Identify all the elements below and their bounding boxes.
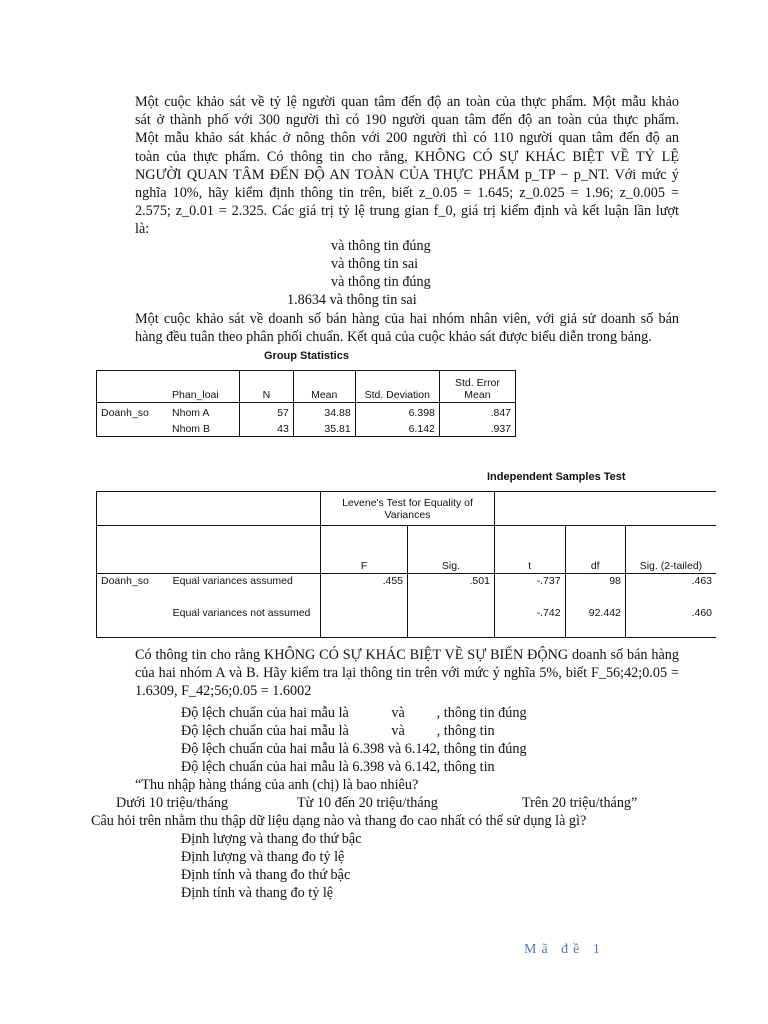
q1-option-d[interactable]: 1.8634 và thông tin sai — [287, 292, 417, 308]
cell-se: .847 — [439, 403, 515, 420]
variable-label: Doanh_so — [97, 574, 169, 606]
header-f: F — [321, 526, 408, 574]
header-std-deviation: Std. Deviation — [355, 371, 439, 403]
q3-choice: Dưới 10 triệu/tháng — [116, 795, 229, 811]
q2-line: Một cuộc khảo sát về doanh số bán hàng của hai nhóm nhân viên, với giả sử doanh số bán — [135, 311, 679, 327]
q1-line: 2.575; z_0.01 = 2.325. Các giá trị tỷ lệ trung gian f_0, giá trị kiểm định và kết luận lần lượt — [135, 203, 679, 220]
cell-t: -.742 — [494, 606, 565, 638]
header-sig: Sig. — [408, 526, 495, 574]
q1-line: Một cuộc khảo sát về tỷ lệ người quan tâm đến độ an toàn của thực phẩm. Một mẫu khảo — [135, 94, 679, 110]
q2-after-line: Có thông tin cho rằng KHÔNG CÓ SỰ KHÁC BIỆT VỀ SỰ BIẾN ĐỘNG doanh số bán hàng — [135, 647, 679, 663]
q1-option-c[interactable]: và thông tin đúng — [331, 274, 431, 290]
cell-f — [321, 606, 408, 638]
header-mean: Mean — [293, 371, 355, 403]
q3-choice: Trên 20 triệu/tháng” — [522, 795, 638, 811]
q3-option-d[interactable]: Định tính và thang đo tỷ lệ — [181, 885, 334, 901]
q3-option-a[interactable]: Định lượng và thang đo thứ bậc — [181, 831, 362, 847]
row-label: Equal variances not assumed — [172, 606, 311, 619]
cell-sd: 6.142 — [355, 420, 439, 437]
cell-sig-2-tailed: .460 — [625, 606, 716, 638]
header-std-error-mean: Std. Error Mean — [439, 371, 515, 403]
independent-samples-clip — [96, 491, 712, 639]
independent-samples-table — [96, 491, 716, 638]
cell-sig-2-tailed: .463 — [625, 574, 716, 606]
q1-line: sát ở thành phố với 300 người thì có 190 người quan tâm đến độ an toàn của thực phẩm. — [135, 112, 679, 129]
q3-quote: “Thu nhập hàng tháng của anh (chị) là bao nhiêu? — [135, 777, 419, 793]
levene-header: Levene's Test for Equality of Variances — [321, 492, 495, 526]
cell-se: .937 — [439, 420, 515, 437]
question-1-text — [135, 93, 679, 239]
header-sig-2-tailed: Sig. (2-tailed) — [625, 526, 716, 574]
cell-df: 98 — [565, 574, 625, 606]
cell-sig: .501 — [408, 574, 495, 606]
cell-sig — [408, 606, 495, 638]
header-n: N — [240, 371, 294, 403]
q2-option-b[interactable]: Độ lệch chuẩn của hai mẫu là và , thông tin — [181, 723, 495, 739]
q1-line: NGƯỜI QUAN TÂM ĐẾN ĐỘ AN TOÀN CỦA THỰC PHẨM p_TP − p_NT. Với mức ý — [135, 166, 679, 183]
q3-option-c[interactable]: Định tính và thang đo thứ bậc — [181, 867, 351, 883]
cell-mean: 35.81 — [293, 420, 355, 437]
question-2-text — [135, 310, 679, 346]
q1-line: là: — [135, 221, 150, 238]
q1-line: toàn của thực phẩm. Có thông tin cho rằng, KHÔNG CÓ SỰ KHÁC BIỆT VỀ TỶ LỆ — [135, 148, 679, 165]
q3-option-b[interactable]: Định lượng và thang đo tỷ lệ — [181, 849, 345, 865]
q2-option-c[interactable]: Độ lệch chuẩn của hai mẫu là 6.398 và 6.142, thông tin đúng — [181, 741, 527, 757]
exam-code-footer: Mã đề 1 — [524, 942, 605, 957]
variable-label: Doanh_so — [97, 403, 169, 420]
group-label: Nhom B — [172, 423, 210, 435]
group-statistics-title: Group Statistics — [264, 350, 349, 362]
cell-f: .455 — [321, 574, 408, 606]
cell-df: 92.442 — [565, 606, 625, 638]
question-2-followup — [135, 646, 679, 701]
header-t: t — [494, 526, 565, 574]
cell-mean: 34.88 — [293, 403, 355, 420]
q1-option-b[interactable]: và thông tin sai — [331, 256, 419, 272]
q2-after-line: của hai nhóm A và B. Hãy kiểm tra lại thông tin trên với mức ý nghĩa 5%, biết F_56;42;0.05 = — [135, 665, 679, 682]
independent-samples-title: Independent Samples Test — [487, 471, 626, 483]
header-df: df — [565, 526, 625, 574]
q1-option-a[interactable]: và thông tin đúng — [331, 238, 431, 254]
cell-n: 57 — [240, 403, 294, 420]
cell-n: 43 — [240, 420, 294, 437]
q2-option-d[interactable]: Độ lệch chuẩn của hai mẫu là 6.398 và 6.142, thông tin — [181, 759, 495, 775]
group-label: Nhom A — [172, 406, 210, 419]
q3-question: Câu hỏi trên nhằm thu thập dữ liệu dạng nào và thang đo cao nhất có thể sử dụng là gì? — [91, 813, 587, 829]
q2-option-a[interactable]: Độ lệch chuẩn của hai mẫu là và , thông tin đúng — [181, 705, 527, 721]
cell-sd: 6.398 — [355, 403, 439, 420]
row-label: Equal variances assumed — [172, 575, 293, 587]
group-statistics-table — [96, 370, 516, 437]
q3-choice: Từ 10 đến 20 triệu/tháng — [297, 795, 438, 811]
q1-line: nghĩa 10%, hãy kiểm định thông tin trên, biết z_0.05 = 1.645; z_0.025 = 1.96; z_0.005 = — [135, 185, 679, 202]
q2-after-line: 1.6309, F_42;56;0.05 = 1.6002 — [135, 683, 312, 700]
q1-line: Một mẫu khảo sát khác ở nông thôn với 200 người thì có 110 người quan tâm đến độ an — [135, 130, 679, 147]
cell-t: -.737 — [494, 574, 565, 606]
header-phan-loai: Phan_loai — [172, 389, 219, 401]
q2-line: hàng đều tuân theo phân phối chuẩn. Kết quả của cuộc khảo sát được biểu diễn trong bảng. — [135, 329, 652, 346]
